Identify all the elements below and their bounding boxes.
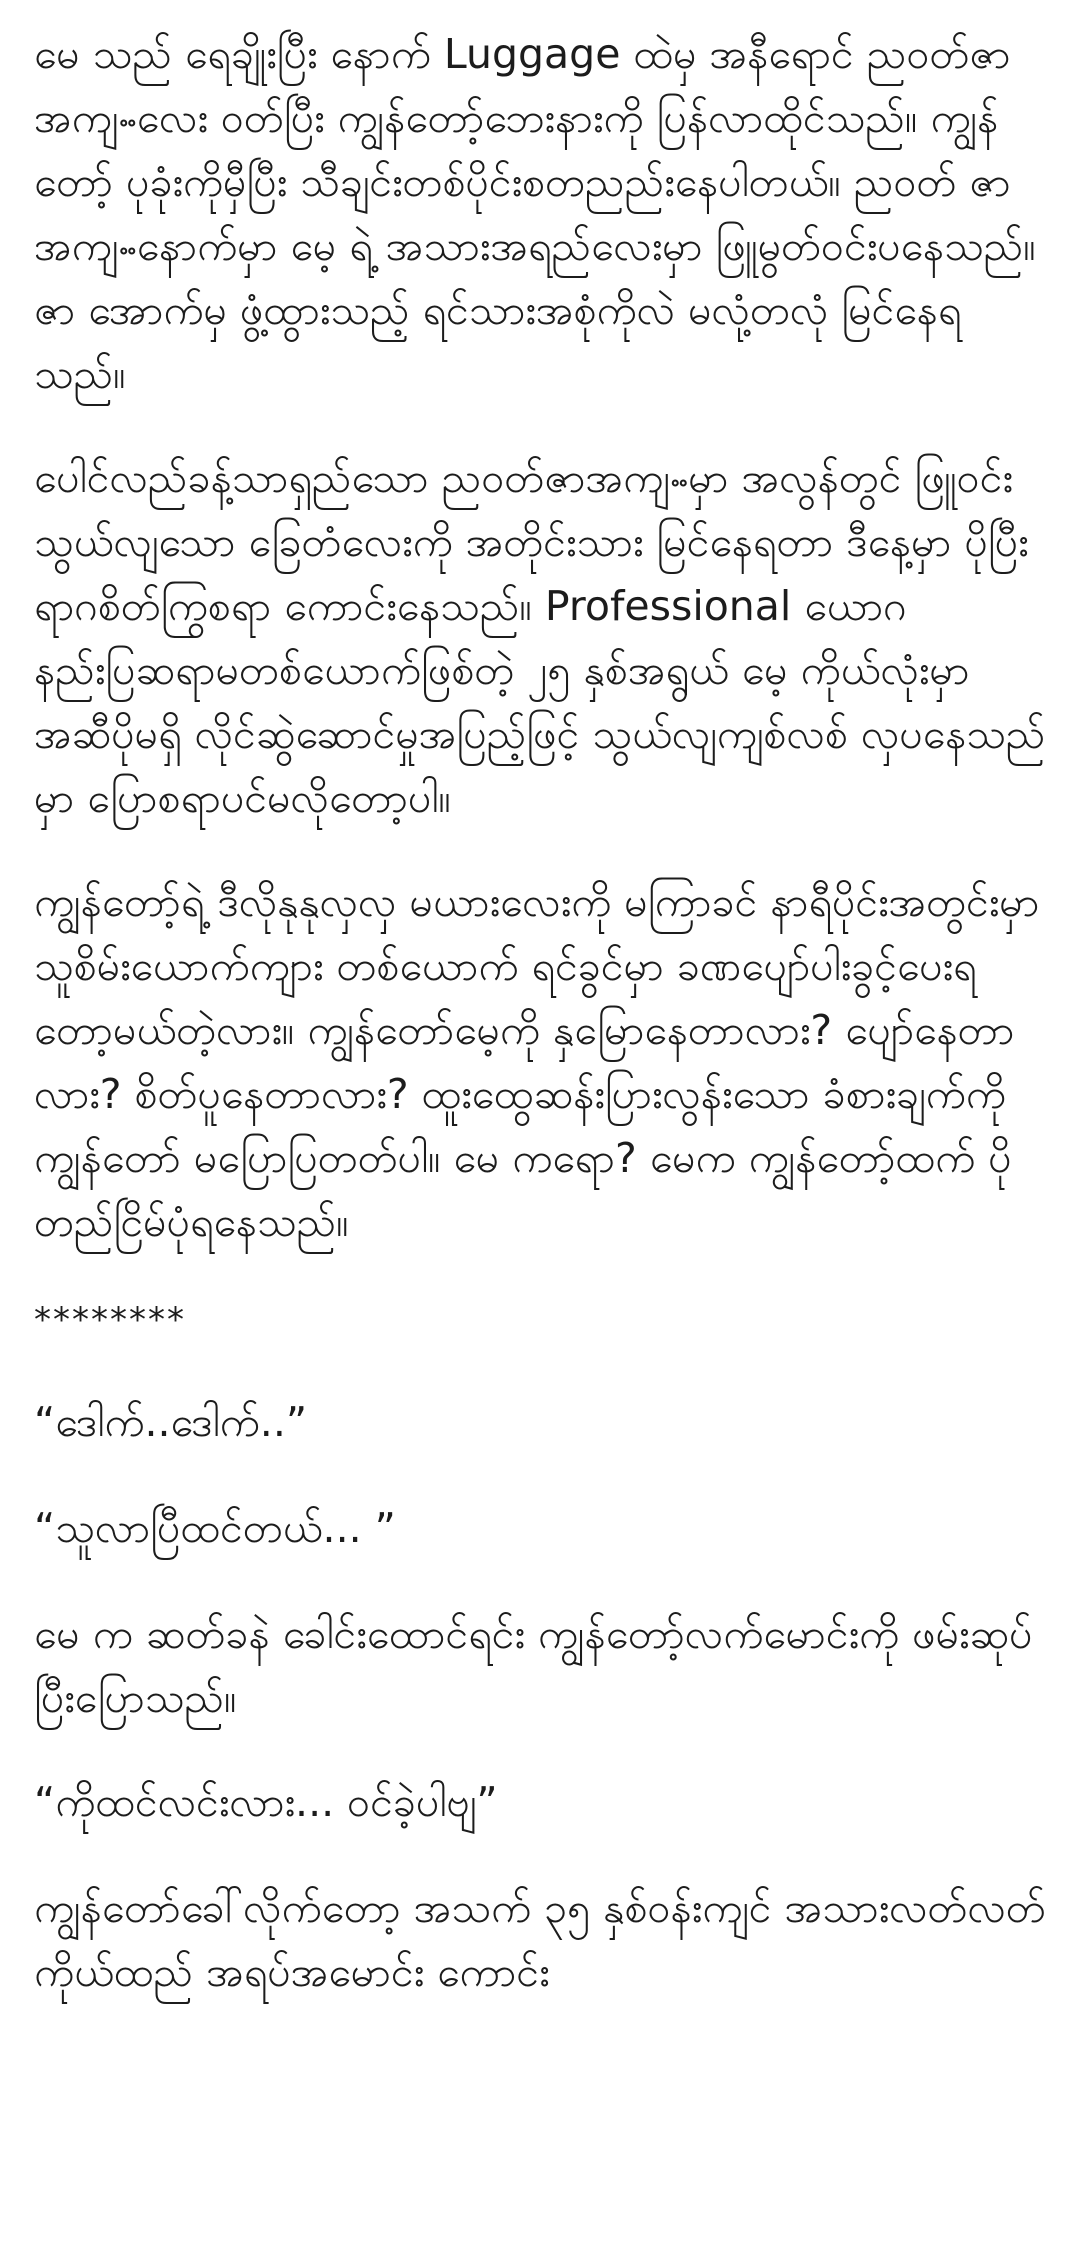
dialogue-line: “ဒေါက်..ဒေါက်..” [34,1398,308,1446]
story-paragraph: ကျွန်တော်ခေါ်လိုက်တော့ အသက် ၃၅ နှစ်ဝန်းကျင် အသားလတ်လတ် ကိုယ်ထည် အရပ်အမောင်း ကောင်း [34,1884,1046,1996]
story-paragraph: မေ က ဆတ်ခနဲ ခေါင်းထောင်ရင်း ကျွန်တော့်လက်မောင်းကို ဖမ်းဆုပ်ပြီးပြောသည်။ [34,1610,1033,1722]
story-paragraph: ပေါင်လည်ခန့်သာရှည်သော ညဝတ်ဇာအကျႌမှာ အလွန်တွင် ဖြူဝင်းသွယ်လျသော ခြေတံလေးကို အတိုင်းသား မြင်နေရတာ ဒီနေ့မှာ ပိုပြီး ရာဂစိတ်ကြွစရာ ကောင်းနေသည်။ Professional ယောဂ နည်းပြဆရာမတစ်ယောက်ဖြစ်တဲ့ ၂၅ နှစ်အရွယ် မေ့ ကိုယ်လုံးမှာ အဆီပိုမရှိ လိုင်ဆွဲဆောင်မှုအပြည့်ဖြင့် သွယ်လျကျစ်လစ် လှပနေသည်မှာ ပြောစရာပင်မလိုတော့ပါ။ [34,454,1046,822]
story-paragraph: ကျွန်တော့်ရဲ့ ဒီလိုနုနုလှလှ မယားလေးကို မကြာခင် နာရီပိုင်းအတွင်းမှာ သူစိမ်းယောက်ကျား တစ်ယောက် ရင်ခွင်မှာ ခဏပျော်ပါးခွင့်ပေးရတော့မယ်တဲ့လား။ ကျွန်တော်မေ့ကို နှမြောနေတာလား? ပျော်နေတာလား? စိတ်ပူနေတာလား? ထူးထွေဆန်းပြားလွန်းသော ခံစားချက်ကို ကျွန်တော် မပြောပြတတ်ပါ။ မေ ကရော? မေက ကျွန်တော့်ထက် ပိုတည်ငြိမ်ပုံရနေသည်။ [34,878,1040,1246]
story-paragraph: မေ သည် ရေချိုးပြီး နောက် Luggage ထဲမှ အနီရောင် ညဝတ်ဇာအကျႌလေး ဝတ်ပြီး ကျွန်တော့်ဘေးနားကို ပြန်လာထိုင်သည်။ ကျွန်တော့် ပုခုံးကိုမှီပြီး သီချင်းတစ်ပိုင်းစတညည်းနေပါတယ်။ ညဝတ် ဇာအကျႌနောက်မှာ မေ့ ရဲ့ အသားအရည်လေးမှာ ဖြူမွတ်ဝင်းပနေသည်။ ဇာ အောက်မှ ဖွံ့ထွားသည့် ရင်သားအစုံကိုလဲ မလုံ့တလုံ မြင်နေရသည်။ [34,30,1036,398]
dialogue-line: “ကိုထင်လင်းလား... ဝင်ခဲ့ပါဗျ” [34,1778,498,1826]
dialogue-line: “သူလာပြီထင်တယ်... ” [34,1504,396,1552]
scene-divider: ******** [34,1300,186,1340]
